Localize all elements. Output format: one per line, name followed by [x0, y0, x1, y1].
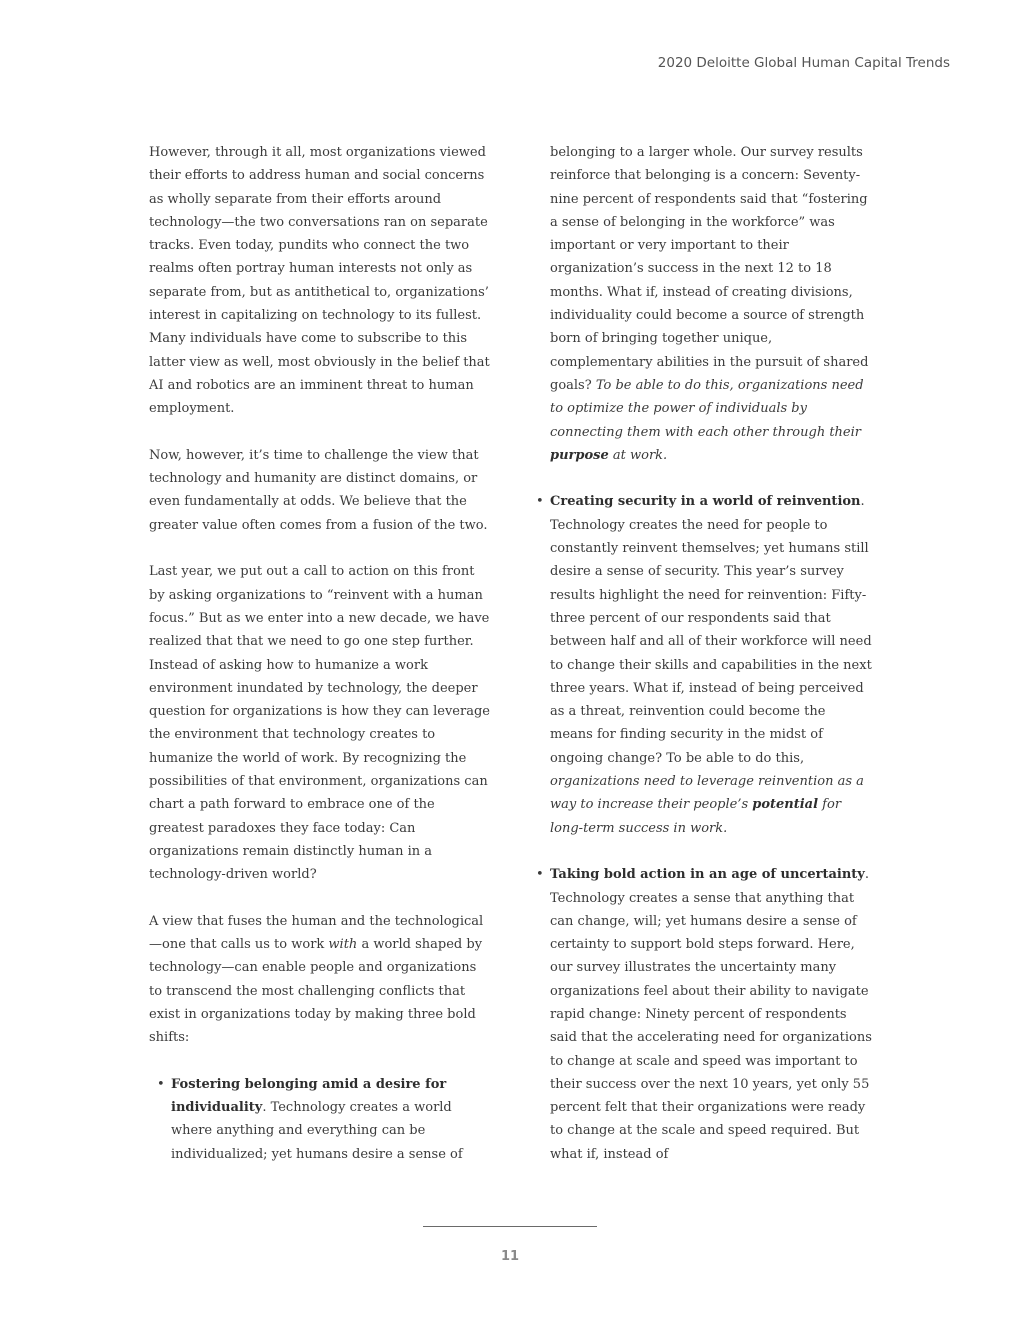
list-item-security [536, 490, 872, 839]
bold-shifts-list [157, 1073, 493, 1166]
bullet-text-security: . Technology creates the need for people to constantly reinvent themselves; yet humans still desire a sense of security. This year’s survey results highlight the need for reinvention: Fifty-three percent of our respondents said that between half and all of their workforce will need to change their skills and capabilities in the next three years. What if, instead of being perceived as a threat, reinvention could become the means for finding security in the midst of ongoing change? To be able to do this, [550, 494, 872, 766]
potential-keyword: potential [752, 797, 819, 813]
bullet-dot: • [536, 494, 544, 510]
list-item-uncertainty [536, 863, 872, 1166]
footer-divider [423, 1226, 597, 1227]
bullet-dot: • [157, 1076, 165, 1092]
belonging-continuation [550, 141, 872, 467]
paragraph-2: Now, however, it’s time to challenge the view that technology and humanity are distinct domains, or even fundamentally at odds. We believe that the greater value often comes from a fusion of the two. [149, 447, 488, 533]
bold-shifts-list-continued [536, 490, 872, 1166]
bullet-title-uncertainty: Taking bold action in an age of uncertainty [550, 867, 865, 883]
bullet-title-security: Creating security in a world of reinvention [550, 494, 861, 510]
bullet-dot: • [536, 867, 544, 883]
list-item-belonging [157, 1073, 493, 1166]
paragraph-4-emphasis: with [328, 937, 358, 953]
continuation-text: belonging to a larger whole. Our survey results reinforce that belonging is a concern: Seventy-nine percent of respondents said that “fostering a sense of belonging in the workforce” was important or very important to their organization’s success in the next 12 to 18 months. What if, instead of creating divisions, individuality could become a source of strength born of bringing together unique, complementary abilities in the pursuit of shared goals? [550, 145, 869, 393]
paragraph-4-text-b: a world shaped by technology—can enable people and organizations to transcend the most challenging conflicts that exist in organizations today by making three bold shifts: [149, 937, 483, 1046]
paragraph-4 [149, 910, 493, 1050]
continuation-emphasis-a: To be able to do this, organizations need to optimize the power of individuals by connecting them with each other through their [550, 377, 864, 440]
paragraph-1: However, through it all, most organizations viewed their efforts to address human and social concerns as wholly separate from their efforts around technology—the two conversations ran on separate tracks. Even today, pundits who connect the two realms often portray human interests not only as separate from, but as antithetical to, organizations’ interest in capitalizing on technology to its fullest. Many individuals have come to subscribe to this latter view as well, most obviously in the belief that AI and robotics are an imminent threat to human employment. [149, 145, 490, 417]
bullet-title-belonging: Fostering belonging amid a desire for individuality [171, 1076, 447, 1116]
left-column [149, 141, 493, 1189]
bullet-emphasis-security [550, 774, 864, 836]
purpose-keyword: purpose [550, 447, 609, 463]
paragraph-3: Last year, we put out a call to action on this front by asking organizations to “reinvent with a human focus.” But as we enter into a new decade, we have realized that that we need to go one step further. Instead of asking how to humanize a work environment inundated by technology, the deeper question for organizations is how they can leverage the environment that technology creates to humanize the world of work. By recognizing the possibilities of that environment, organizations can chart a path forward to embrace one of the greatest paradoxes they face today: Can organizations remain distinctly human in a technology-driven world? [149, 564, 490, 883]
bullet-text-belonging: . Technology creates a world where anything and everything can be individualized; yet humans desire a sense of [171, 1100, 463, 1162]
page-number: 11 [500, 1249, 520, 1264]
right-column [536, 141, 872, 1189]
continuation-emphasis-b: at work. [608, 447, 668, 463]
running-header: 2020 Deloitte Global Human Capital Trends [657, 55, 950, 71]
bullet-text-uncertainty: . Technology creates a sense that anything that can change, will; yet humans desire a sense of certainty to support bold steps forward. Here, our survey illustrates the uncertainty many organizations feel about their ability to navigate rapid change: Ninety percent of respondents said that the accelerating need for organizations to change at scale and speed was important to their success over the next 10 years, yet only 55 percent felt that their organizations were ready to change at the scale and speed required. But what if, instead of [550, 867, 872, 1162]
continuation-emphasis [550, 378, 864, 463]
security-emphasis-a: organizations need to leverage reinvention as a way to increase their people’s [550, 774, 864, 813]
paragraph-4-text-a: A view that fuses the human and the technological—one that calls us to work [149, 913, 484, 953]
security-emphasis-b: for long-term success in work. [550, 797, 842, 836]
